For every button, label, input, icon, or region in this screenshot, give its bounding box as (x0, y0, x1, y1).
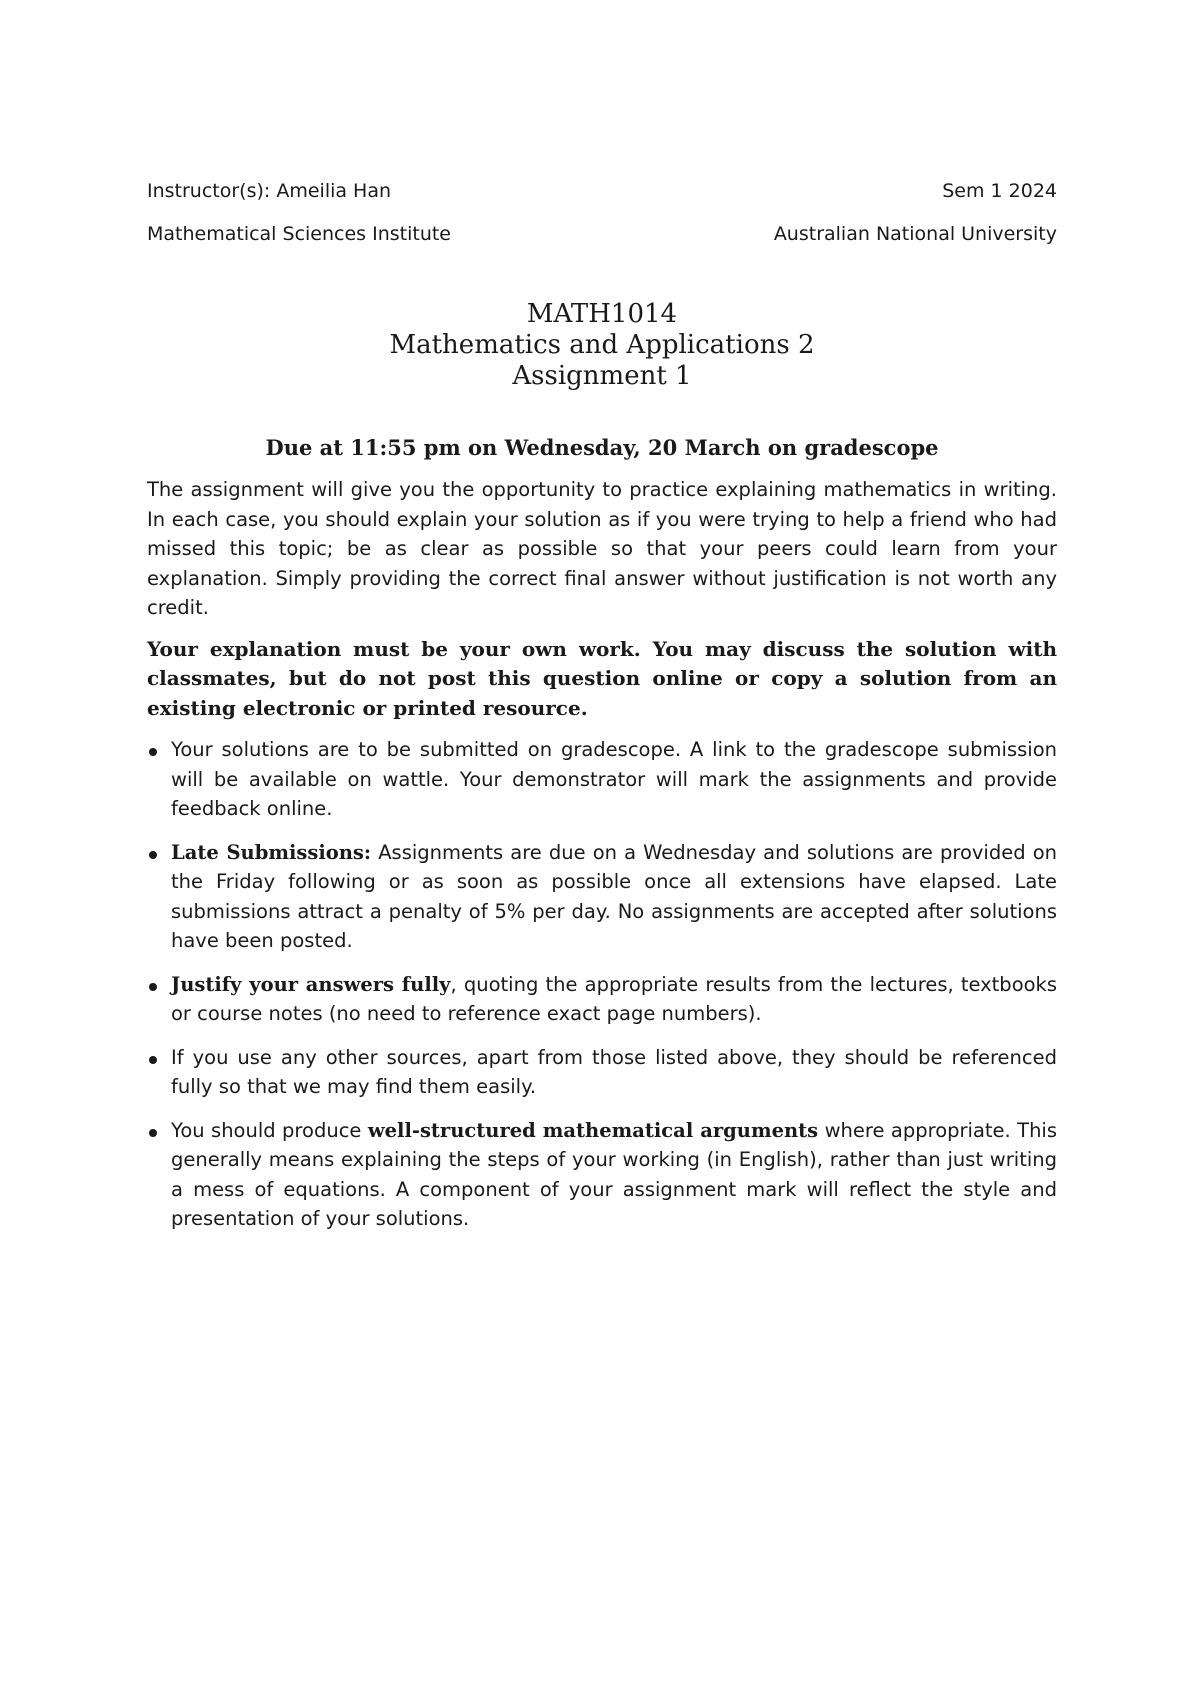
course-code: MATH1014 (526, 299, 678, 329)
bullet-icon (149, 1056, 157, 1064)
list-item (147, 838, 1057, 956)
assignment-title: Assignment 1 (512, 361, 692, 391)
department-label: Mathematical Sciences Institute (147, 223, 451, 245)
bullet-icon (149, 851, 157, 859)
rules-list (147, 735, 1057, 1234)
due-date: Due at 11:55 pm on Wednesday, 20 March on gradescope (265, 435, 939, 460)
bullet-icon (149, 983, 157, 991)
intro-paragraph: The assignment will give you the opportunity to practice explaining mathematics in writing. In each case, you should explain your solution as if you were trying to help a friend who had missed this topic; be as clear as possible so that your peers could learn from your explanation. Simply providing the correct final answer without justification is not worth any credit. (147, 478, 1057, 619)
list-item (147, 1116, 1057, 1234)
rule-text: If you use any other sources, apart from those listed above, they should be referenced fully so that we may find them easily. (171, 1045, 1057, 1098)
rule-text: Your solutions are to be submitted on gradescope. A link to the gradescope submission will be available on wattle. Your demonstrator will mark the assignments and provide feedback online. (171, 738, 1057, 820)
rule-bold-mid: well-structured mathematical arguments (367, 1118, 819, 1142)
semester-label: Sem 1 2024 (942, 180, 1057, 202)
bullet-icon (149, 748, 157, 756)
rule-text-after: where appropriate. This generally means explaining the steps of your working (in English), rather than just writing a mess of equations. A component of your assignment mark will reflect the style and presentation of your solutions. (171, 1118, 1058, 1230)
instructor-label: Instructor(s): Ameilia Han (147, 180, 392, 202)
list-item (147, 970, 1057, 1029)
rule-text-before: You should produce (171, 1118, 368, 1142)
bullet-icon (149, 1129, 157, 1137)
rule-text: Assignments are due on a Wednesday and solutions are provided on the Friday following or as soon as possible once all extensions have elapsed. Late submissions attract a penalty of 5% per day. No assignments are accepted after solutions have been posted. (171, 840, 1057, 952)
title-block (147, 299, 1057, 392)
rule-bold-prefix: Justify your answers fully (171, 972, 451, 996)
header-row-1 (147, 178, 1057, 204)
header-row-2 (147, 221, 1057, 247)
rule-bold-prefix: Late Submissions: (171, 840, 372, 864)
course-name: Mathematics and Applications 2 (389, 330, 815, 360)
rule-text: , quoting the appropriate results from the lectures, textbooks or course notes (no need to reference exact page numbers). (171, 972, 1058, 1025)
integrity-paragraph: Your explanation must be your own work. You may discuss the solution with classmates, but do not post this question online or copy a solution from an existing electronic or printed resource. (147, 636, 1057, 720)
list-item (147, 1043, 1057, 1102)
university-label: Australian National University (773, 223, 1057, 245)
document-page (147, 178, 1057, 1248)
list-item (147, 735, 1057, 824)
